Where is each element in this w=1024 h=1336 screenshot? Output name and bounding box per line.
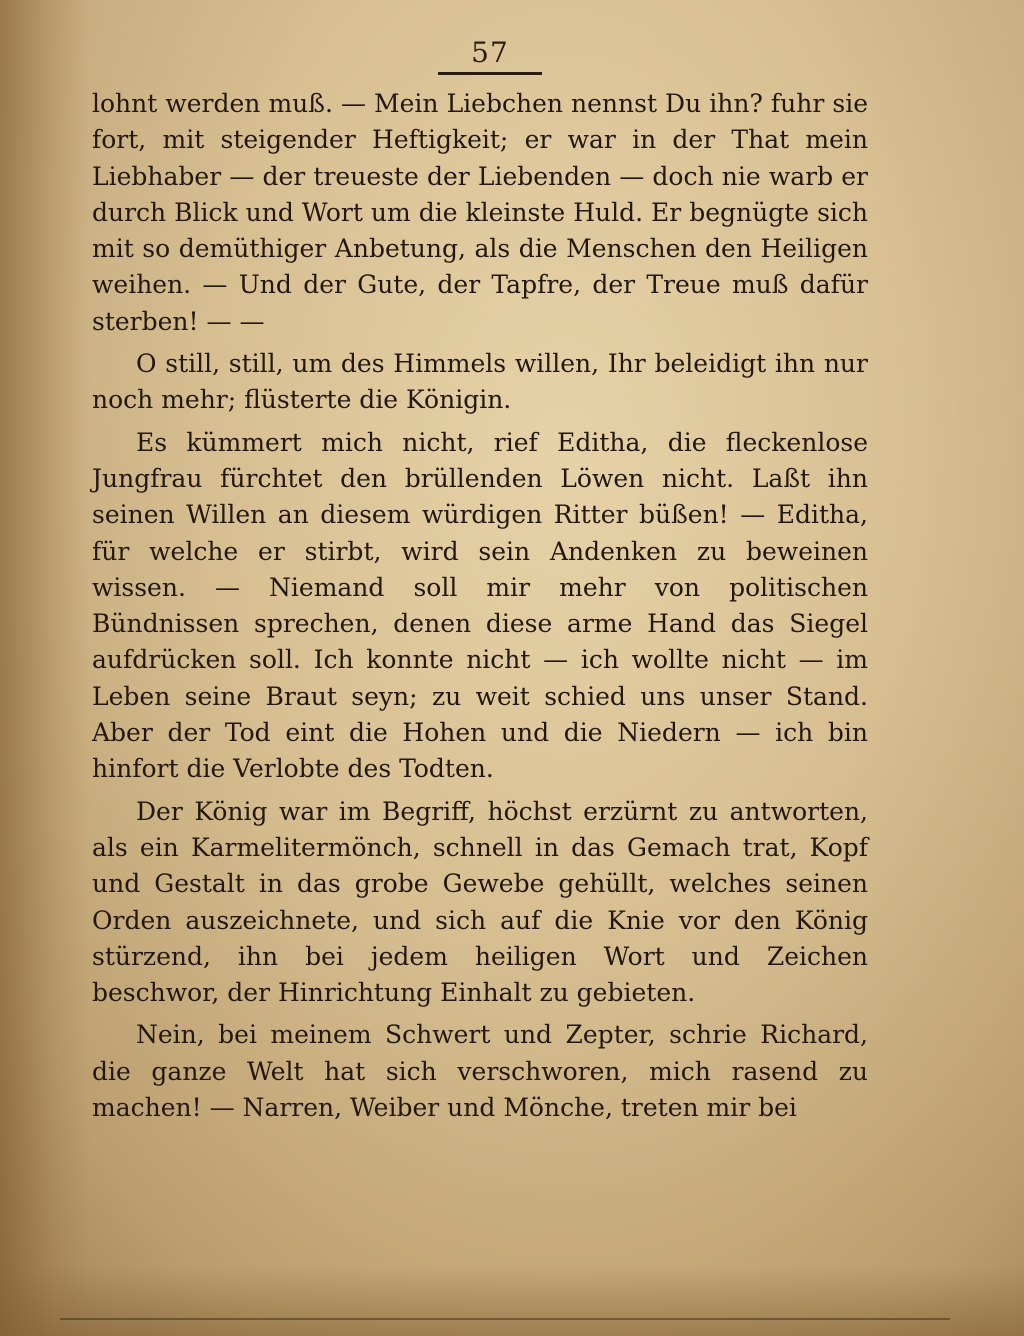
page-number: 57: [471, 36, 509, 69]
paragraph-4: Der König war im Begriff, höchst erzürnt zu antworten, als ein Karmelitermönch, schnell in das Gemach trat, Kopf und Gestalt in das grobe Gewebe gehüllt, welches seinen Orden auszeichnete, und sich auf die Knie vor den König stürzend, ihn bei jedem heiligen Wort und Zeichen beschwor, der Hinrichtung Einhalt zu gebieten.: [92, 796, 868, 1008]
page-number-rule: [438, 72, 542, 75]
paragraph-2: O still, still, um des Himmels willen, Ihr beleidigt ihn nur noch mehr; flüsterte die Königin.: [92, 349, 868, 415]
page-bottom-edge: [60, 1318, 950, 1320]
paragraph-5: Nein, bei meinem Schwert und Zepter, schrie Richard, die ganze Welt hat sich verschworen, mich rasend zu machen! — Narren, Weiber und Mönche, treten mir bei: [92, 1020, 868, 1123]
page-bottom-stain: [0, 1266, 1024, 1336]
paragraph-3: Es kümmert mich nicht, rief Editha, die fleckenlose Jungfrau fürchtet den brüllenden Löwen nicht. Laßt ihn seinen Willen an diesem würdigen Ritter büßen! — Editha, für welche er stirbt, wird sein Andenken zu beweinen wissen. — Niemand soll mir mehr von politischen Bündnissen sprechen, denen diese arme Hand das Siegel aufdrücken soll. Ich konnte nicht — ich wollte nicht — im Leben seine Braut seyn; zu weit schied uns unser Stand. Aber der Tod eint die Hohen und die Niedern — ich bin hinfort die Verlobte des Todten.: [92, 427, 868, 784]
page-edge-stain: [0, 0, 90, 1336]
body-text: [92, 86, 868, 1126]
paragraph-1: lohnt werden muß. — Mein Liebchen nennst Du ihn? fuhr sie fort, mit steigender Heftigkeit; er war in der That mein Liebhaber — der treueste der Liebenden — doch nie warb er durch Blick und Wort um die kleinste Huld. Er begnügte sich mit so demüthiger Anbetung, als die Menschen den Heiligen weihen. — Und der Gute, der Tapfre, der Treue muß dafür sterben! — —: [92, 89, 868, 336]
